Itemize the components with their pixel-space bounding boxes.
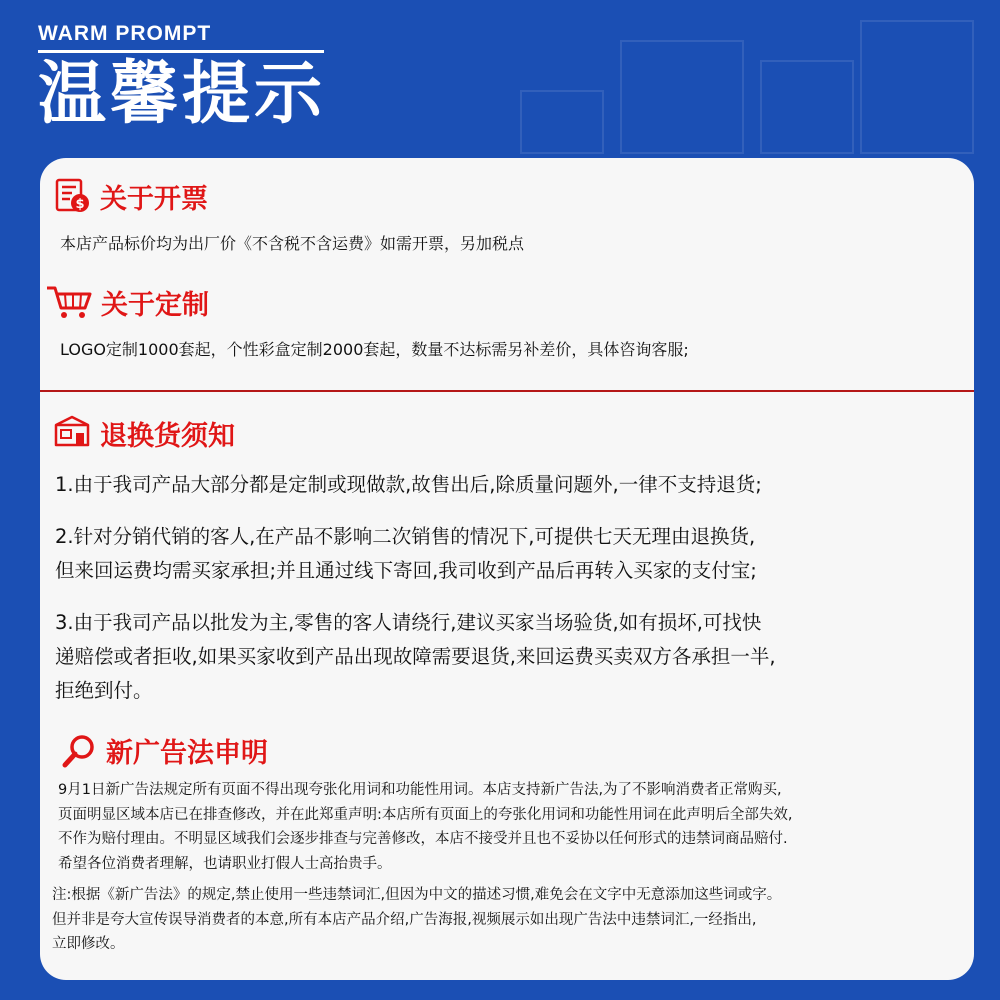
svg-text:$: $ (75, 197, 85, 212)
ad-law-line: 页面明显区域本店已在排查修改，并在此郑重声明:本店所有页面上的夸张化用词和功能性用词在此声明后全部失效, (58, 806, 793, 823)
package-icon (52, 413, 92, 453)
ad-law-note-line: 立即修改。 (52, 936, 125, 952)
ad-law-line: 9月1日新广告法规定所有页面不得出现夸张化用词和功能性用词。本店支持新广告法,为了不影响消费者正常购买, (58, 782, 782, 798)
section-custom-title (45, 282, 209, 322)
returns-line: 3.由于我司产品以批发为主,零售的客人请绕行,建议买家当场验货,如有损坏,可找快 (55, 611, 762, 634)
ad-law-line: 不作为赔付理由。不明显区域我们会逐步排查与完善修改，本店不接受并且也不妥协以任何形式的违禁词商品赔付. (58, 831, 788, 847)
shopping-cart-icon (45, 282, 93, 322)
returns-line: 1.由于我司产品大部分都是定制或现做款,故售出后,除质量问题外,一律不支持退货; (55, 473, 762, 496)
returns-line: 2.针对分销代销的客人,在产品不影响二次销售的情况下,可提供七天无理由退换货, (55, 525, 756, 548)
invoice-icon (52, 176, 92, 216)
ad-law-line: 希望各位消费者理解，也请职业打假人士高抬贵手。 (58, 855, 392, 872)
title-cn: 温馨提示 (38, 55, 327, 134)
header (38, 22, 338, 135)
section-custom-label: 关于定制 (101, 289, 209, 321)
section-returns-label: 退换货须知 (100, 420, 235, 452)
section-custom-text: LOGO定制1000套起，个性彩盒定制2000套起，数量不达标需另补差价，具体咨询客服; (60, 340, 689, 359)
returns-line: 但来回运费均需买家承担;并且通过线下寄回,我司收到产品后再转入买家的支付宝; (55, 559, 757, 582)
section-ad-law-label: 新广告法申明 (106, 738, 268, 769)
ad-law-paragraph-2 (52, 883, 781, 957)
content-card (40, 158, 974, 980)
ad-law-note-line: 但并非是夸大宣传误导消费者的本意,所有本店产品介绍,广告海报,视频展示如出现广告法中违禁词汇,一经指出, (52, 911, 757, 928)
section-invoice-text: 本店产品标价均为出厂价《不含税不含运费》如需开票，另加税点 (60, 234, 525, 253)
ad-law-note-line: 注:根据《新广告法》的规定,禁止使用一些违禁词汇,但因为中文的描述习惯,难免会在文字中无意添加这些词或字。 (52, 887, 782, 903)
returns-line: 拒绝到付。 (55, 679, 153, 702)
title-en: WARM PROMPT (38, 22, 212, 45)
returns-line: 递赔偿或者拒收,如果买家收到产品出现故障需要退货,来回运费买卖双方各承担一半, (55, 645, 776, 668)
section-returns-title (52, 413, 235, 453)
returns-item-3 (55, 606, 776, 708)
section-ad-law-title (62, 731, 268, 770)
returns-item-1 (55, 468, 762, 502)
title-underline (38, 50, 324, 53)
returns-item-2 (55, 520, 757, 588)
section-invoice-title (52, 176, 208, 216)
section-invoice-label: 关于开票 (100, 183, 208, 215)
magnifier-icon (62, 733, 98, 769)
ad-law-paragraph-1 (58, 778, 793, 876)
section-divider (40, 390, 974, 392)
